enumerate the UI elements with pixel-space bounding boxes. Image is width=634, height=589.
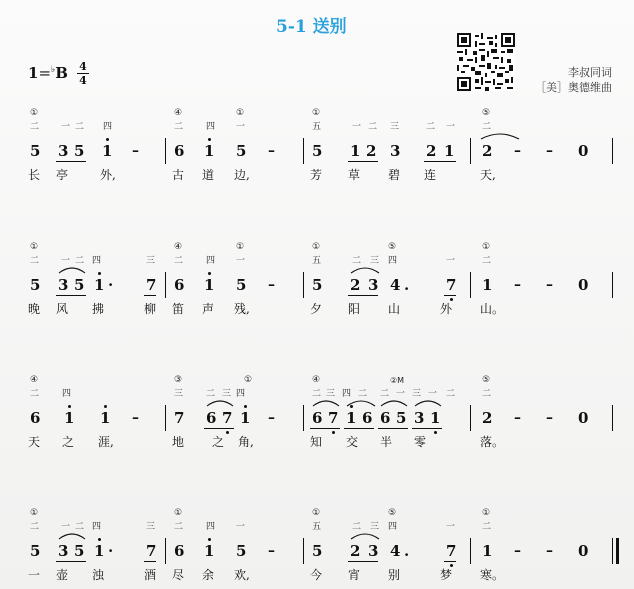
lyric: 酒	[144, 568, 157, 582]
fingering-mark: ①	[244, 375, 253, 385]
fingering-mark: 一	[236, 522, 246, 532]
note: 1	[240, 409, 251, 427]
lyric: 道	[202, 168, 215, 182]
lyric: 亭	[56, 168, 69, 182]
note: 5	[30, 542, 41, 560]
slur	[58, 266, 86, 274]
lyric: 一	[28, 568, 41, 582]
note: ·	[108, 542, 114, 560]
fingering-mark: 二	[174, 522, 184, 532]
fingering-mark: ④	[30, 375, 39, 385]
note: 0	[578, 542, 589, 560]
note: 0	[578, 276, 589, 294]
eighth-note-underline	[144, 561, 156, 562]
lyric: 半	[380, 435, 393, 449]
bar-line	[165, 138, 166, 164]
eighth-note-underline	[348, 161, 378, 162]
fingering-mark: ⑤	[482, 375, 491, 385]
fingering-mark: ①	[174, 508, 183, 518]
note: 5	[236, 142, 247, 160]
key-note: B	[55, 64, 68, 82]
note: 7	[328, 409, 339, 427]
final-bar-line-thick	[616, 538, 619, 564]
note: 5	[30, 142, 41, 160]
note: 5	[74, 142, 85, 160]
lyric: 涯,	[98, 435, 114, 449]
eighth-note-underline	[56, 161, 86, 162]
key-signature	[28, 64, 68, 82]
fingering-mark: 二	[358, 389, 368, 399]
note: 6	[174, 542, 185, 560]
note: 7	[146, 276, 157, 294]
fingering-mark: 一	[446, 122, 456, 132]
note: 3	[368, 276, 379, 294]
note: 5	[236, 276, 247, 294]
lyricist-credit: 李叔同词	[568, 66, 612, 79]
hold-dash: –	[546, 143, 553, 159]
fingering-mark: 一	[236, 122, 246, 132]
fingering-mark: 二	[174, 122, 184, 132]
eighth-note-underline	[56, 295, 86, 296]
fingering-mark: 二	[30, 256, 40, 266]
fingering-mark: ④	[174, 108, 183, 118]
note: 2	[366, 142, 377, 160]
lyric: 晚	[28, 302, 41, 316]
fingering-mark: ⑤	[482, 108, 491, 118]
octave-dot-high	[104, 405, 107, 408]
note: 1	[430, 409, 441, 427]
fingering-mark: 二	[30, 522, 40, 532]
slur	[380, 399, 408, 407]
fingering-mark: 三	[146, 256, 156, 266]
time-signature	[77, 61, 89, 86]
note: 3	[58, 542, 69, 560]
bar-line	[303, 272, 304, 298]
lyric: 边,	[234, 168, 250, 182]
lyric: 阳	[348, 302, 361, 316]
lyric: 连	[424, 168, 437, 182]
note: 1	[482, 542, 493, 560]
eighth-note-underline	[144, 295, 156, 296]
bar-line	[303, 138, 304, 164]
note: 7	[146, 542, 157, 560]
note: 3	[58, 276, 69, 294]
note: 3	[414, 409, 425, 427]
bar-line	[612, 405, 613, 431]
page-title: 5-1 送别	[276, 17, 347, 37]
hold-dash: –	[514, 143, 521, 159]
note: 0	[578, 409, 589, 427]
note: 2	[350, 542, 361, 560]
note: 1	[102, 142, 113, 160]
bar-line	[165, 272, 166, 298]
fingering-mark: 一	[446, 522, 456, 532]
fingering-mark: 四	[92, 522, 102, 532]
hold-dash: –	[514, 277, 521, 293]
hold-dash: –	[132, 143, 139, 159]
bar-line	[165, 538, 166, 564]
key-tonic: 1	[28, 64, 39, 82]
note: ·	[108, 276, 114, 294]
fingering-mark: 一	[61, 122, 71, 132]
slur	[350, 532, 380, 540]
fingering-mark: ④	[174, 242, 183, 252]
slur	[480, 132, 520, 140]
fingering-mark: 二	[426, 122, 436, 132]
lyric: 零	[414, 435, 427, 449]
lyric: 拂	[92, 302, 105, 316]
fingering-mark: 一	[446, 256, 456, 266]
fingering-mark: 二	[75, 122, 85, 132]
lyric: 地	[172, 435, 185, 449]
fingering-mark: ①	[30, 108, 39, 118]
fingering-mark: 四	[206, 122, 216, 132]
fingering-mark: 二	[368, 122, 378, 132]
eighth-note-underline	[412, 428, 442, 429]
octave-dot-high	[68, 405, 71, 408]
lyric: 欢,	[234, 568, 250, 582]
fingering-mark: 二	[30, 122, 40, 132]
lyric: 梦	[440, 568, 453, 582]
lyric: 长	[28, 168, 41, 182]
note: 1	[64, 409, 75, 427]
octave-dot-high	[98, 272, 101, 275]
bar-line	[470, 538, 471, 564]
octave-dot-low	[434, 431, 437, 434]
lyric: 交	[346, 435, 359, 449]
final-bar-line-thin	[612, 538, 613, 564]
note: 5	[396, 409, 407, 427]
note: 5	[30, 276, 41, 294]
bar-line	[303, 405, 304, 431]
fingering-mark: 一	[352, 122, 362, 132]
note: 1	[94, 276, 105, 294]
fingering-mark: 四	[206, 256, 216, 266]
fingering-mark: ①	[30, 242, 39, 252]
note: 4	[390, 276, 401, 294]
note: 1	[94, 542, 105, 560]
note: 0	[578, 142, 589, 160]
note: 3	[58, 142, 69, 160]
fingering-mark: 二	[312, 389, 322, 399]
slur	[414, 399, 442, 407]
eighth-note-underline	[348, 561, 378, 562]
lyric: 山	[388, 302, 401, 316]
octave-dot-low	[450, 564, 453, 567]
note: 7	[174, 409, 185, 427]
qr-code	[457, 33, 515, 91]
note: 1	[482, 276, 493, 294]
note: 2	[482, 142, 493, 160]
fingering-mark: 四	[92, 256, 102, 266]
note: 5	[74, 542, 85, 560]
fingering-mark: 四	[342, 389, 352, 399]
note: 1	[346, 409, 357, 427]
fingering-mark: 四	[62, 389, 72, 399]
note: 6	[174, 276, 185, 294]
slur	[346, 399, 376, 407]
fingering-mark: 二	[352, 522, 362, 532]
fingering-mark: ①	[312, 508, 321, 518]
fingering-mark: 五	[312, 122, 322, 132]
fingering-mark: 二	[482, 122, 492, 132]
note: 5	[312, 276, 323, 294]
eighth-note-underline	[424, 161, 456, 162]
fingering-mark: ②M	[390, 376, 405, 385]
octave-dot-low	[450, 298, 453, 301]
lyric: 寒。	[480, 568, 505, 582]
fingering-mark: 二	[75, 522, 85, 532]
note: 1	[444, 142, 455, 160]
lyric: 笛	[172, 302, 185, 316]
fingering-mark: ⑤	[388, 242, 397, 252]
eighth-note-underline	[378, 428, 408, 429]
fingering-mark: 二	[30, 389, 40, 399]
fingering-mark: 三	[370, 256, 380, 266]
note: 7	[222, 409, 233, 427]
fingering-mark: 二	[352, 256, 362, 266]
lyric: 今	[310, 568, 323, 582]
lyric: 山。	[480, 302, 505, 316]
slur	[350, 266, 380, 274]
lyric: 之	[62, 435, 75, 449]
note: 2	[482, 409, 493, 427]
note: 6	[380, 409, 391, 427]
lyric: 知	[310, 435, 323, 449]
note: 6	[312, 409, 323, 427]
lyric: 天	[28, 435, 41, 449]
fingering-mark: 三	[174, 389, 184, 399]
fingering-mark: 一	[396, 389, 406, 399]
key-equals: =	[38, 64, 52, 82]
fingering-mark: 五	[312, 256, 322, 266]
fingering-mark: ④	[312, 375, 321, 385]
octave-dot-high	[208, 272, 211, 275]
fingering-mark: ①	[482, 242, 491, 252]
slur	[206, 399, 234, 407]
fingering-mark: 四	[103, 122, 113, 132]
fingering-mark: 一	[61, 522, 71, 532]
eighth-note-underline	[56, 561, 86, 562]
fingering-mark: 三	[146, 522, 156, 532]
hold-dash: –	[268, 410, 275, 426]
note: 5	[312, 142, 323, 160]
note: 5	[74, 276, 85, 294]
fingering-mark: 一	[236, 256, 246, 266]
lyric: 角,	[238, 435, 254, 449]
octave-dot-low	[332, 431, 335, 434]
bar-line	[612, 138, 613, 164]
lyric: 声	[202, 302, 215, 316]
time-bottom: 4	[79, 74, 87, 88]
lyric: 天,	[480, 168, 496, 182]
fingering-mark: ①	[30, 508, 39, 518]
fingering-mark: 二	[75, 256, 85, 266]
time-top: 4	[79, 60, 87, 73]
fingering-mark: ①	[482, 508, 491, 518]
lyric: 芳	[310, 168, 323, 182]
note: 4	[390, 542, 401, 560]
octave-dot-high	[208, 138, 211, 141]
fingering-mark: ①	[236, 108, 245, 118]
fingering-mark: 三	[326, 389, 336, 399]
lyric: 尽	[172, 568, 185, 582]
note: 6	[174, 142, 185, 160]
bar-line	[470, 138, 471, 164]
note: 6	[30, 409, 41, 427]
eighth-note-underline	[348, 295, 378, 296]
octave-dot-high	[106, 138, 109, 141]
hold-dash: –	[514, 410, 521, 426]
fingering-mark: 四	[388, 522, 398, 532]
fingering-mark: 四	[236, 389, 246, 399]
hold-dash: –	[132, 410, 139, 426]
note: 2	[426, 142, 437, 160]
octave-dot-high	[208, 538, 211, 541]
fingering-mark: ①	[312, 108, 321, 118]
note: 1	[204, 542, 215, 560]
note: .	[404, 542, 410, 560]
bar-line	[470, 405, 471, 431]
hold-dash: –	[546, 410, 553, 426]
fingering-mark: 三	[412, 389, 422, 399]
fingering-mark: 四	[388, 256, 398, 266]
fingering-mark: ①	[236, 242, 245, 252]
fingering-mark: 二	[174, 256, 184, 266]
key-flat: ♭	[51, 65, 56, 75]
eighth-note-underline	[344, 428, 374, 429]
bar-line	[470, 272, 471, 298]
lyric: 柳	[144, 302, 157, 316]
lyric: 夕	[310, 302, 323, 316]
fingering-mark: 二	[446, 389, 456, 399]
fingering-mark: 一	[61, 256, 71, 266]
hold-dash: –	[546, 543, 553, 559]
note: 1	[204, 276, 215, 294]
note: 6	[362, 409, 373, 427]
lyric: 草	[348, 168, 361, 182]
lyric: 落。	[480, 435, 505, 449]
hold-dash: –	[268, 543, 275, 559]
note: .	[404, 276, 410, 294]
note: 3	[368, 542, 379, 560]
fingering-mark: 三	[370, 522, 380, 532]
fingering-mark: 一	[428, 389, 438, 399]
lyric: 余	[202, 568, 215, 582]
bar-line	[165, 405, 166, 431]
lyric: 外	[440, 302, 453, 316]
eighth-note-underline	[204, 428, 234, 429]
bar-line	[612, 272, 613, 298]
lyric: 之	[212, 435, 225, 449]
octave-dot-high	[244, 405, 247, 408]
octave-dot-low	[226, 431, 229, 434]
note: 5	[312, 542, 323, 560]
note: 1	[100, 409, 111, 427]
lyric: 风	[56, 302, 69, 316]
fingering-mark: ③	[174, 375, 183, 385]
fingering-mark: 五	[312, 522, 322, 532]
slur	[58, 532, 86, 540]
fingering-mark: 三	[222, 389, 232, 399]
eighth-note-underline	[310, 428, 340, 429]
note: 6	[206, 409, 217, 427]
fingering-mark: 二	[380, 389, 390, 399]
eighth-note-underline	[444, 561, 456, 562]
note: 1	[204, 142, 215, 160]
fingering-mark: ⑤	[388, 508, 397, 518]
octave-dot-high	[98, 538, 101, 541]
note: 5	[236, 542, 247, 560]
note: 7	[446, 542, 457, 560]
lyric: 残,	[234, 302, 250, 316]
hold-dash: –	[514, 543, 521, 559]
note: 2	[350, 276, 361, 294]
fingering-mark: 二	[482, 389, 492, 399]
note: 3	[390, 142, 401, 160]
fingering-mark: ①	[312, 242, 321, 252]
lyric: 宵	[348, 568, 361, 582]
fingering-mark: 二	[482, 256, 492, 266]
lyric: 古	[172, 168, 185, 182]
fingering-mark: 二	[206, 389, 216, 399]
fingering-mark: 四	[206, 522, 216, 532]
lyric: 别	[388, 568, 401, 582]
note: 1	[350, 142, 361, 160]
lyric: 外,	[100, 168, 116, 182]
lyric: 浊	[92, 568, 105, 582]
fingering-mark: 三	[390, 122, 400, 132]
composer-credit: ［美］奥德维曲	[535, 81, 612, 94]
note: 7	[446, 276, 457, 294]
eighth-note-underline	[444, 295, 456, 296]
lyric: 碧	[388, 168, 401, 182]
lyric: 壶	[56, 568, 69, 582]
bar-line	[303, 538, 304, 564]
hold-dash: –	[546, 277, 553, 293]
fingering-mark: 二	[482, 522, 492, 532]
slur	[312, 399, 340, 407]
hold-dash: –	[268, 143, 275, 159]
hold-dash: –	[268, 277, 275, 293]
